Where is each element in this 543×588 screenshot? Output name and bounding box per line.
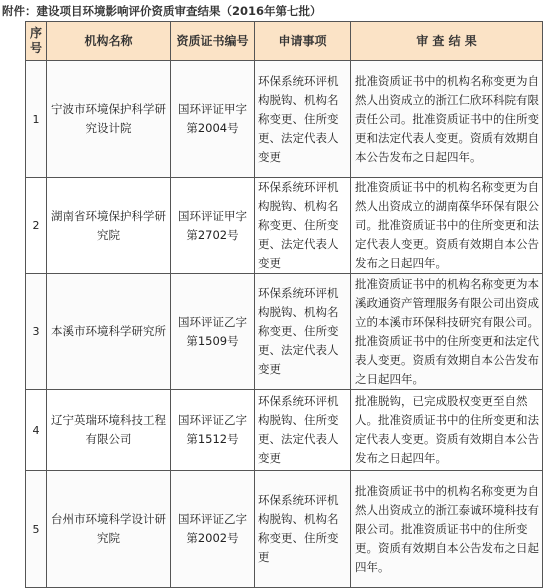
cert-number: 国环评证甲字第2702号 — [171, 178, 255, 274]
header-cert: 资质证书编号 — [171, 22, 255, 61]
row-number: 1 — [26, 61, 47, 178]
application-item: 环保系统环评机构脱钩、机构名称变更、住所变更、法定代表人变更 — [255, 274, 351, 390]
table-header-row — [26, 22, 543, 61]
application-item: 环保系统环评机构脱钩、机构名称变更、住所变更 — [255, 471, 351, 588]
header-no: 序号 — [26, 22, 47, 61]
org-name: 本溪市环境科学研究所 — [47, 274, 171, 390]
table-row — [26, 390, 543, 471]
application-item: 环保系统环评机构脱钩、机构名称变更、住所变更、法定代表人变更 — [255, 178, 351, 274]
org-name: 台州市环境科学设计研究院 — [47, 471, 171, 588]
cert-number: 国环评证甲字第2004号 — [171, 61, 255, 178]
org-name: 辽宁英瑞环境科技工程有限公司 — [47, 390, 171, 471]
review-result: 批准资质证书中的机构名称变更为自然人出资成立的湖南葆华环保有限公司。批准资质证书中的住所变更和法定代表人变更。资质有效期自本公告发布之日起四年。 — [351, 178, 543, 274]
org-name: 湖南省环境保护科学研究院 — [47, 178, 171, 274]
table-row — [26, 61, 543, 178]
cert-number: 国环评证乙字第1509号 — [171, 274, 255, 390]
header-result: 审 查 结 果 — [351, 22, 543, 61]
table-row — [26, 274, 543, 390]
row-number: 2 — [26, 178, 47, 274]
header-item: 申请事项 — [255, 22, 351, 61]
header-org: 机构名称 — [47, 22, 171, 61]
review-result: 批准资质证书中的机构名称变更为本溪政通资产管理服务有限公司出资成立的本溪市环保科技研究有限公司。批准资质证书中的住所变更和法定代表人变更。资质有效期自本公告发布之日起四年。 — [351, 274, 543, 390]
row-number: 3 — [26, 274, 47, 390]
review-results-table — [25, 21, 543, 588]
review-result: 批准资质证书中的机构名称变更为自然人出资成立的浙江泰诚环境科技有限公司。批准资质证书中的住所变更。资质有效期自本公告发布之日起四年。 — [351, 471, 543, 588]
attachment-caption: 附件：建设项目环境影响评价资质审查结果（2016年第七批） — [2, 4, 322, 18]
table-row — [26, 471, 543, 588]
row-number: 5 — [26, 471, 47, 588]
org-name: 宁波市环境保护科学研究设计院 — [47, 61, 171, 178]
application-item: 环保系统环评机构脱钩、住所变更、法定代表人变更 — [255, 390, 351, 471]
review-result: 批准脱钩，已完成股权变更至自然人。批准资质证书中的住所变更和法定代表人变更。资质有效期自本公告发布之日起四年。 — [351, 390, 543, 471]
table-row — [26, 178, 543, 274]
application-item: 环保系统环评机构脱钩、机构名称变更、住所变更、法定代表人变更 — [255, 61, 351, 178]
row-number: 4 — [26, 390, 47, 471]
cert-number: 国环评证乙字第1512号 — [171, 390, 255, 471]
review-result: 批准资质证书中的机构名称变更为自然人出资成立的浙江仁欣环科院有限责任公司。批准资质证书中的住所变更和法定代表人变更。资质有效期自本公告发布之日起四年。 — [351, 61, 543, 178]
cert-number: 国环评证乙字第2002号 — [171, 471, 255, 588]
